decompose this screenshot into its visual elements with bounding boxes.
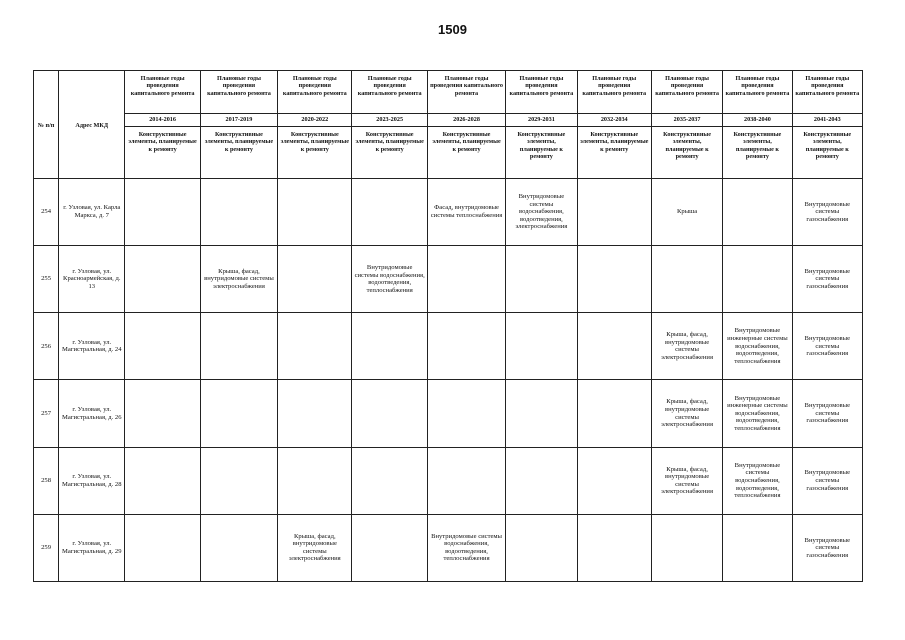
header-period-years: 2014-2016 [125, 114, 200, 127]
repair-cell: Внутридомовые системы газоснабжения [792, 447, 862, 514]
table-row [34, 313, 863, 380]
repair-cell: Крыша, фасад, внутридомовые системы электроснабжения [651, 313, 722, 380]
header-period-years: 2038-2040 [723, 114, 792, 127]
header-period-years: 2026-2028 [427, 114, 505, 127]
page-number: 1509 [438, 22, 467, 37]
repair-schedule-table [33, 70, 863, 582]
row-address: г. Узловая, ул. Магистральная, д. 24 [59, 313, 125, 380]
repair-cell [577, 447, 651, 514]
repair-cell [577, 246, 651, 313]
repair-cell [125, 179, 200, 246]
repair-cell [352, 380, 427, 447]
repair-cell: Крыша, фасад, внутридомовые системы электроснабжения [278, 514, 352, 581]
repair-cell [506, 380, 577, 447]
repair-cell [200, 447, 277, 514]
repair-cell [278, 246, 352, 313]
repair-cell [125, 246, 200, 313]
header-period-elements: Конструктивные элементы, планируемые к ремонту [352, 127, 427, 179]
repair-cell: Крыша, фасад, внутридомовые системы электроснабжения [651, 380, 722, 447]
row-address: г. Узловая, ул. Карла Маркса, д. 7 [59, 179, 125, 246]
table-row [34, 179, 863, 246]
header-period-elements: Конструктивные элементы, планируемые к ремонту [723, 127, 792, 179]
header-period-years: 2020-2022 [278, 114, 352, 127]
header-address: Адрес МКД [59, 71, 125, 179]
repair-cell: Крыша, фасад, внутридомовые системы электроснабжения [200, 246, 277, 313]
repair-cell [278, 380, 352, 447]
table-row [34, 447, 863, 514]
row-number: 257 [34, 380, 59, 447]
header-period-elements: Конструктивные элементы, планируемые к ремонту [506, 127, 577, 179]
repair-cell [278, 447, 352, 514]
repair-cell [278, 313, 352, 380]
repair-cell [125, 380, 200, 447]
header-period-title: Плановые годы проведения капитального ремонта [427, 71, 505, 114]
repair-cell [352, 179, 427, 246]
repair-cell: Внутридомовые системы газоснабжения [792, 179, 862, 246]
repair-cell [125, 313, 200, 380]
repair-cell [651, 514, 722, 581]
header-period-title: Плановые годы проведения капитального ремонта [125, 71, 200, 114]
row-number: 259 [34, 514, 59, 581]
repair-cell [125, 514, 200, 581]
repair-cell [577, 179, 651, 246]
header-period-elements: Конструктивные элементы, планируемые к ремонту [125, 127, 200, 179]
repair-cell: Внутридомовые инженерные системы водоснабжения, водоотведения, теплоснабжения [723, 313, 792, 380]
repair-cell [506, 514, 577, 581]
repair-cell [723, 179, 792, 246]
repair-cell: Внутридомовые системы газоснабжения [792, 246, 862, 313]
repair-cell [577, 514, 651, 581]
repair-cell: Внутридомовые системы газоснабжения [792, 514, 862, 581]
repair-cell: Внутридомовые инженерные системы водоснабжения, водоотведения, теплоснабжения [723, 380, 792, 447]
row-address: г. Узловая, ул. Красноармейская, д. 13 [59, 246, 125, 313]
row-address: г. Узловая, ул. Магистральная, д. 29 [59, 514, 125, 581]
header-period-title: Плановые годы проведения капитального ремонта [723, 71, 792, 114]
header-period-elements: Конструктивные элементы, планируемые к ремонту [200, 127, 277, 179]
header-period-years: 2041-2043 [792, 114, 862, 127]
row-number: 255 [34, 246, 59, 313]
repair-cell [723, 246, 792, 313]
row-number: 258 [34, 447, 59, 514]
header-period-years: 2035-2037 [651, 114, 722, 127]
header-period-title: Плановые годы проведения капитального ремонта [200, 71, 277, 114]
table-row [34, 380, 863, 447]
repair-cell [506, 246, 577, 313]
repair-cell [506, 313, 577, 380]
header-period-title: Плановые годы проведения капитального ремонта [651, 71, 722, 114]
repair-cell [278, 179, 352, 246]
repair-cell [200, 179, 277, 246]
header-period-years: 2023-2025 [352, 114, 427, 127]
repair-cell [723, 514, 792, 581]
header-period-elements: Конструктивные элементы, планируемые к ремонту [427, 127, 505, 179]
header-period-years: 2029-2031 [506, 114, 577, 127]
repair-cell [506, 447, 577, 514]
header-period-title: Плановые годы проведения капитального ремонта [352, 71, 427, 114]
repair-cell [427, 313, 505, 380]
repair-cell [352, 514, 427, 581]
row-number: 254 [34, 179, 59, 246]
repair-cell [352, 447, 427, 514]
header-period-elements: Конструктивные элементы, планируемые к ремонту [792, 127, 862, 179]
table-row [34, 246, 863, 313]
repair-cell [651, 246, 722, 313]
header-period-title: Плановые годы проведения капитального ремонта [792, 71, 862, 114]
repair-cell: Крыша, фасад, внутридомовые системы электроснабжения [651, 447, 722, 514]
header-period-title: Плановые годы проведения капитального ремонта [278, 71, 352, 114]
repair-cell [125, 447, 200, 514]
repair-cell [427, 380, 505, 447]
repair-cell [577, 313, 651, 380]
repair-cell: Внутридомовые системы газоснабжения [792, 313, 862, 380]
header-period-title: Плановые годы проведения капитального ремонта [577, 71, 651, 114]
repair-cell [200, 514, 277, 581]
repair-cell [200, 380, 277, 447]
header-period-years: 2017-2019 [200, 114, 277, 127]
header-period-elements: Конструктивные элементы, планируемые к ремонту [577, 127, 651, 179]
repair-cell: Внутридомовые системы водоснабжения, водоотведения, электроснабжения [506, 179, 577, 246]
repair-cell [577, 380, 651, 447]
repair-cell [352, 313, 427, 380]
header-period-title: Плановые годы проведения капитального ремонта [506, 71, 577, 114]
repair-cell: Внутридомовые системы водоснабжения, водоотведения, теплоснабжения [352, 246, 427, 313]
repair-cell [427, 246, 505, 313]
row-address: г. Узловая, ул. Магистральная, д. 26 [59, 380, 125, 447]
repair-cell: Внутридомовые системы газоснабжения [792, 380, 862, 447]
header-period-elements: Конструктивные элементы, планируемые к ремонту [278, 127, 352, 179]
header-period-elements: Конструктивные элементы, планируемые к ремонту [651, 127, 722, 179]
repair-cell: Внутридомовые системы водоснабжения, водоотведения, теплоснабжения [723, 447, 792, 514]
row-address: г. Узловая, ул. Магистральная, д. 28 [59, 447, 125, 514]
row-number: 256 [34, 313, 59, 380]
header-row-number: № п/п [34, 71, 59, 179]
header-period-years: 2032-2034 [577, 114, 651, 127]
repair-cell [427, 447, 505, 514]
repair-cell [200, 313, 277, 380]
repair-cell: Фасад, внутридомовые системы теплоснабжения [427, 179, 505, 246]
repair-cell: Крыша [651, 179, 722, 246]
table-row [34, 514, 863, 581]
repair-cell: Внутридомовые системы водоснабжения, водоотведения, теплоснабжения [427, 514, 505, 581]
